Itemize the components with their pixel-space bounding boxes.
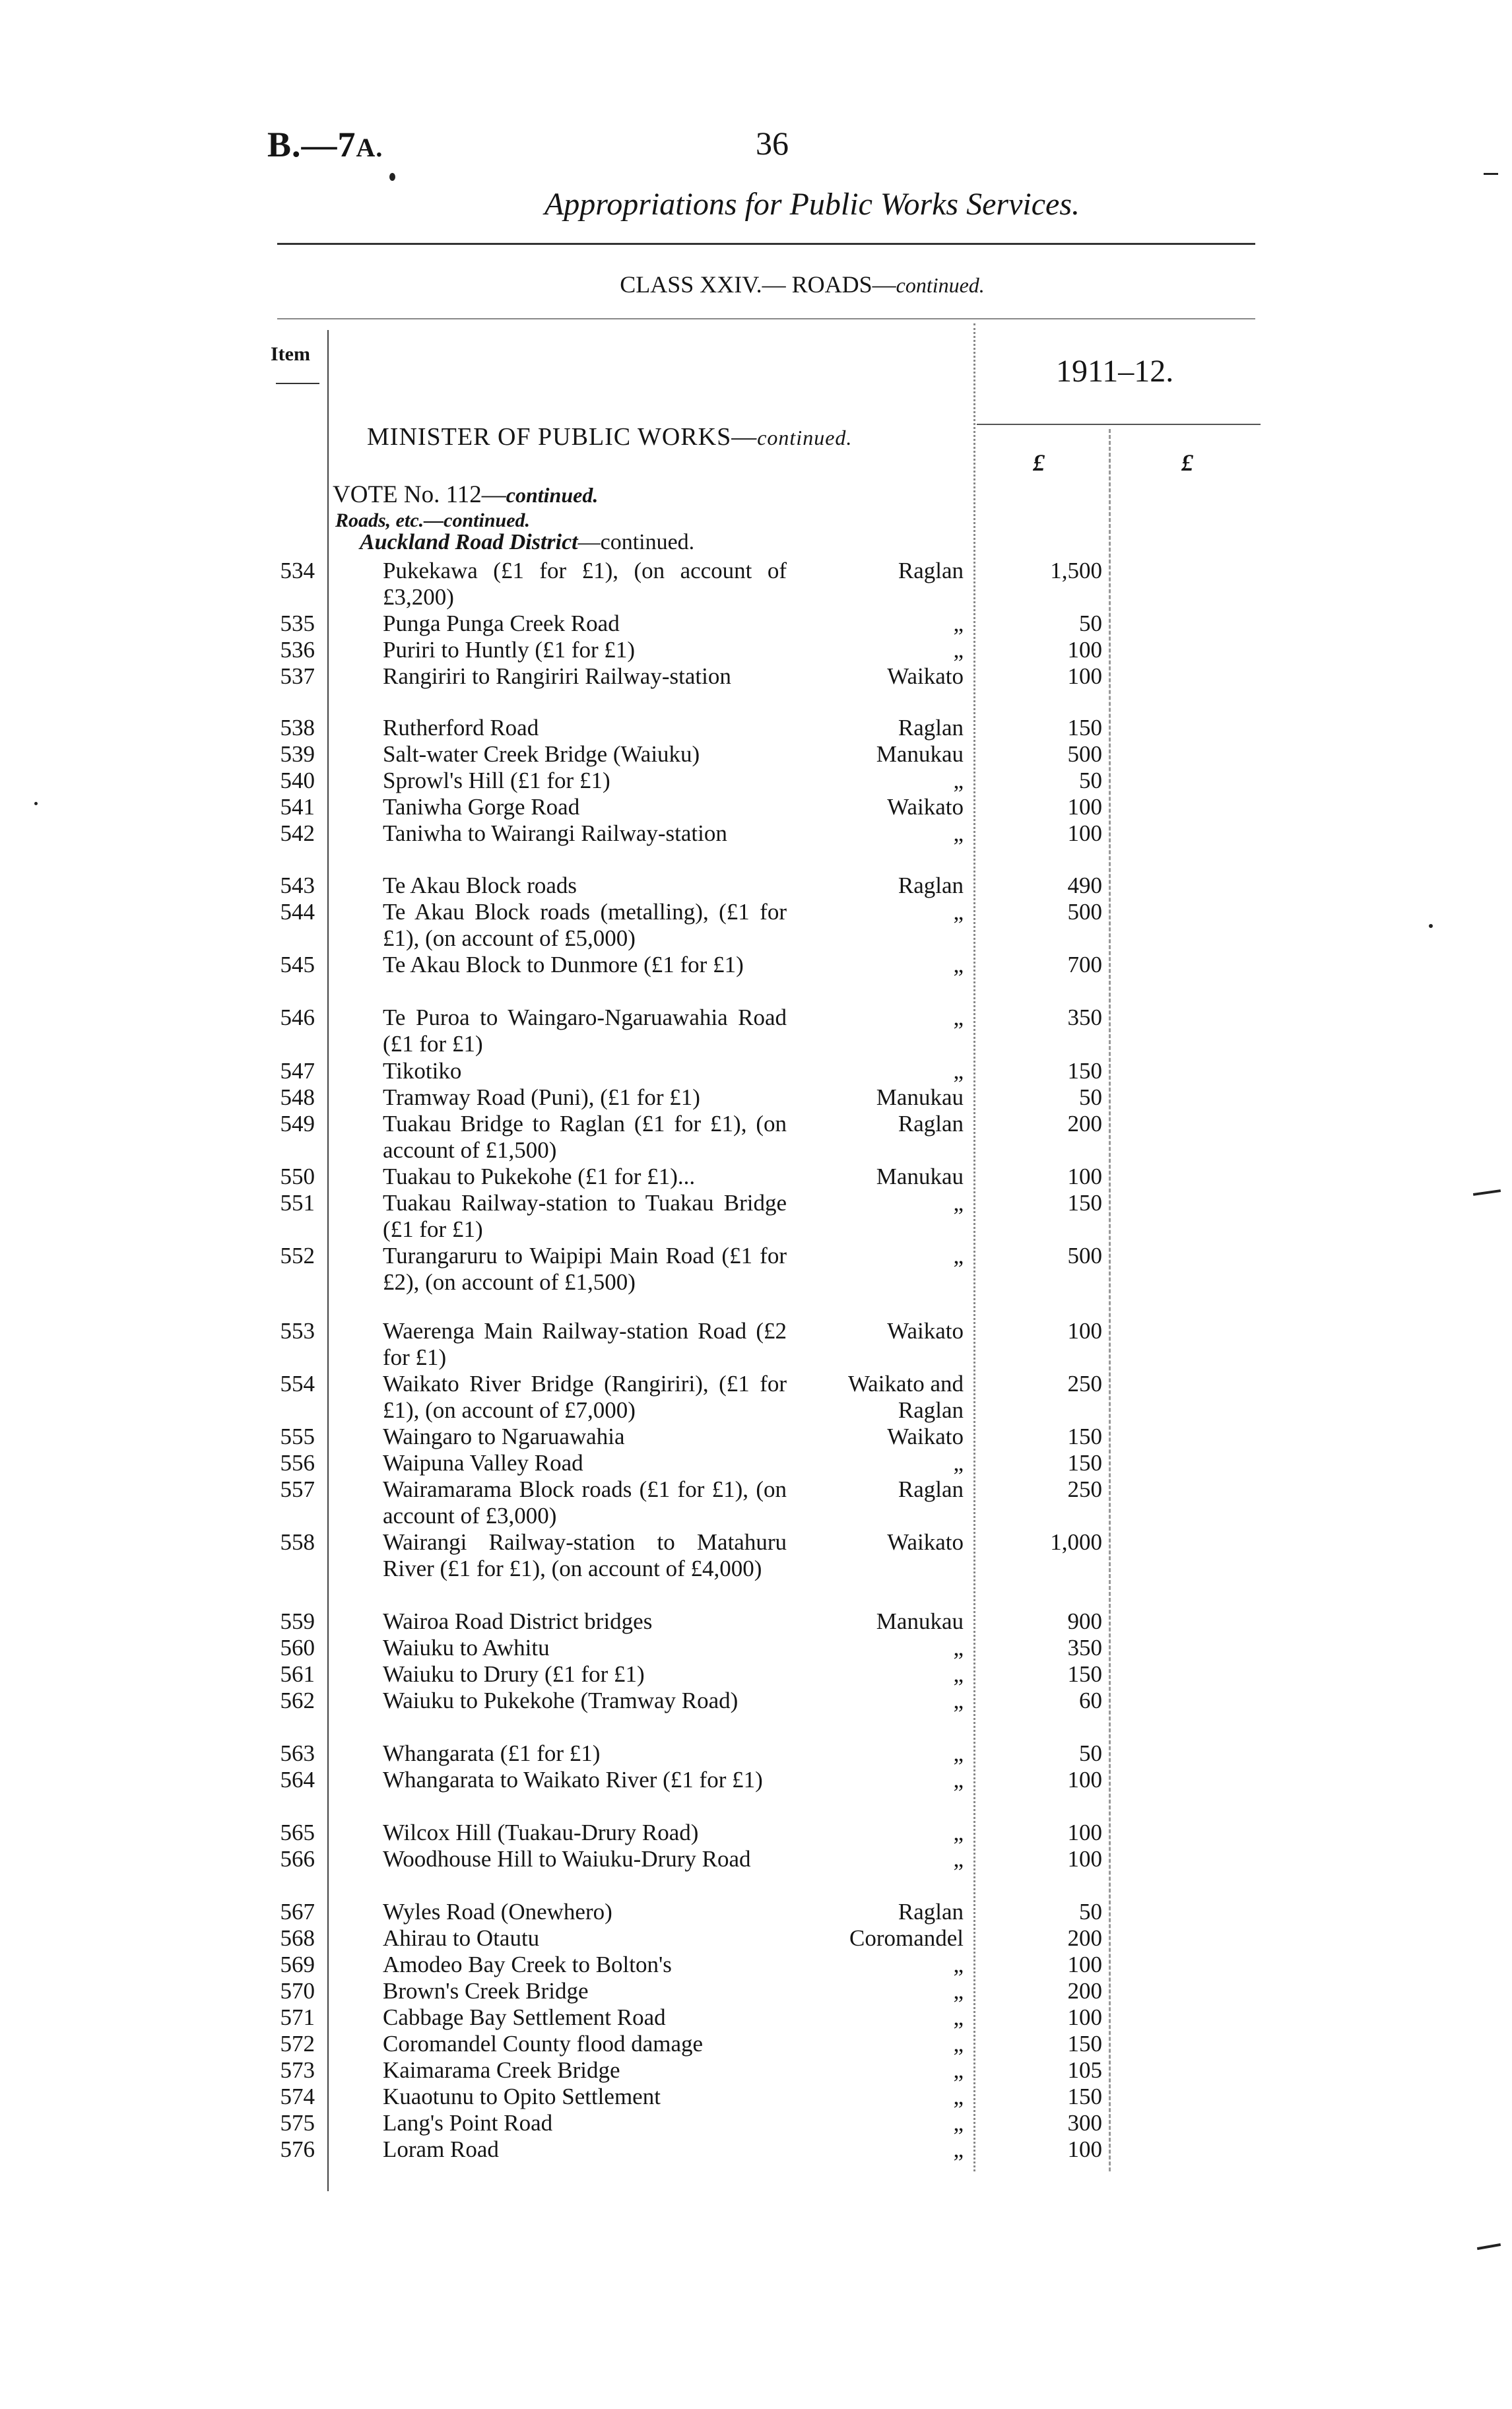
amount: 100	[1067, 794, 1102, 820]
pound-column-header: £	[1033, 449, 1045, 476]
item-description: Wyles Road (Onewhero)	[383, 1899, 612, 1925]
item-number: 568	[280, 1925, 315, 1951]
item-number: 546	[280, 1005, 315, 1030]
amount: 100	[1067, 1846, 1102, 1872]
electorate: Manukau	[876, 1084, 964, 1110]
district-heading: Auckland Road District—continued.	[360, 530, 695, 554]
item-number: 560	[280, 1635, 315, 1661]
item-number: 573	[280, 2057, 315, 2083]
electorate: Raglan	[898, 558, 964, 583]
item-number: 553	[280, 1318, 315, 1344]
amount: 100	[1067, 1318, 1102, 1344]
amount: 350	[1067, 1635, 1102, 1661]
item-description: Amodeo Bay Creek to Bolton's	[383, 1952, 672, 1977]
year-header-rule	[977, 424, 1261, 425]
item-description: Te Puroa to Waingaro-Ngaruawahia Road (£1 for £1)	[383, 1005, 787, 1057]
amount: 50	[1079, 610, 1102, 636]
item-header-underline	[276, 383, 319, 384]
item-description: Waiuku to Pukekohe (Tramway Road)	[383, 1688, 739, 1713]
item-description: Cabbage Bay Settlement Road	[383, 2004, 666, 2030]
amount: 100	[1067, 820, 1102, 846]
item-description: Turangaruru to Waipipi Main Road (£1 for £2), (on account of £1,500)	[383, 1243, 787, 1295]
item-number: 574	[280, 2084, 315, 2109]
amount: 900	[1067, 1608, 1102, 1634]
item-description: Kaimarama Creek Bridge	[383, 2057, 620, 2083]
electorate: „	[953, 1688, 964, 1713]
report-code: B.—7A.	[267, 125, 383, 164]
electorate: Coromandel	[849, 1925, 964, 1951]
electorate: „	[953, 1661, 964, 1687]
item-description: Rutherford Road	[383, 715, 539, 741]
page-number: 36	[756, 125, 789, 162]
item-number: 538	[280, 715, 315, 741]
electorate: Waikato	[887, 794, 964, 820]
item-number: 571	[280, 2004, 315, 2030]
item-number: 557	[280, 1476, 315, 1502]
roads-subheading: Roads, etc.—continued.	[335, 510, 531, 531]
item-number: 569	[280, 1952, 315, 1977]
amount: 50	[1079, 1740, 1102, 1766]
item-description: Whangarata (£1 for £1)	[383, 1740, 601, 1766]
item-description: Tuakau Railway-station to Tuakau Bridge (£1 for £1)	[383, 1190, 787, 1242]
electorate: Raglan	[898, 1111, 964, 1137]
item-description: Taniwha to Wairangi Railway-station	[383, 820, 727, 846]
item-description: Wairangi Railway-station to Matahuru River (£1 for £1), (on account of £4,000)	[383, 1529, 787, 1581]
item-number: 551	[280, 1190, 315, 1216]
item-description: Te Akau Block to Dunmore (£1 for £1)	[383, 952, 744, 977]
electorate: „	[953, 1846, 964, 1872]
electorate: Waikato	[887, 663, 964, 689]
amount: 250	[1067, 1476, 1102, 1502]
amount: 200	[1067, 1111, 1102, 1137]
electorate: „	[953, 2136, 964, 2162]
item-number: 542	[280, 820, 315, 846]
electorate: Raglan	[898, 1899, 964, 1925]
item-number: 544	[280, 899, 315, 925]
item-number: 575	[280, 2110, 315, 2136]
electorate: „	[953, 1820, 964, 1845]
amount: 200	[1067, 1978, 1102, 2004]
item-description: Punga Punga Creek Road	[383, 610, 620, 636]
item-number: 549	[280, 1111, 315, 1137]
item-number: 541	[280, 794, 315, 820]
item-number: 558	[280, 1529, 315, 1555]
item-number: 556	[280, 1450, 315, 1476]
item-number: 545	[280, 952, 315, 977]
electorate: Waikato	[887, 1424, 964, 1449]
item-description: Pukekawa (£1 for £1), (on account of £3,200)	[383, 558, 787, 610]
electorate: „	[953, 1978, 964, 2004]
item-description: Puriri to Huntly (£1 for £1)	[383, 637, 636, 663]
item-number: 567	[280, 1899, 315, 1925]
electorate: „	[953, 1058, 964, 1084]
amount: 100	[1067, 1820, 1102, 1845]
amount: 350	[1067, 1005, 1102, 1030]
amount: 500	[1067, 899, 1102, 925]
item-description: Loram Road	[383, 2136, 499, 2162]
amount: 150	[1067, 2031, 1102, 2057]
electorate: „	[953, 2004, 964, 2030]
electorate: „	[953, 1243, 964, 1269]
vote-heading: VOTE No. 112—continued.	[333, 481, 599, 508]
amount: 300	[1067, 2110, 1102, 2136]
item-description: Salt-water Creek Bridge (Waiuku)	[383, 741, 700, 767]
electorate: „	[953, 1767, 964, 1793]
electorate: „	[953, 2057, 964, 2083]
amount: 200	[1067, 1925, 1102, 1951]
item-number: 536	[280, 637, 315, 663]
item-number: 547	[280, 1058, 315, 1084]
item-number: 552	[280, 1243, 315, 1269]
minister-heading: MINISTER OF PUBLIC WORKS—continued.	[367, 423, 853, 451]
item-number: 554	[280, 1371, 315, 1397]
electorate: „	[953, 2084, 964, 2109]
item-column-rule	[327, 330, 329, 2191]
electorate: „	[953, 1952, 964, 1977]
electorate: Manukau	[876, 1608, 964, 1634]
electorate: Raglan	[898, 715, 964, 741]
item-description: Whangarata to Waikato River (£1 for £1)	[383, 1767, 763, 1793]
amount: 100	[1067, 1767, 1102, 1793]
amount: 1,000	[1050, 1529, 1102, 1555]
item-description: Waiuku to Awhitu	[383, 1635, 550, 1661]
margin-mark	[1484, 173, 1498, 175]
amount: 50	[1079, 1899, 1102, 1925]
item-description: Wairamarama Block roads (£1 for £1), (on account of £3,000)	[383, 1476, 787, 1529]
table-top-rule	[277, 318, 1255, 319]
item-description: Te Akau Block roads (metalling), (£1 for £1), (on account of £5,000)	[383, 899, 787, 951]
item-number: 570	[280, 1978, 315, 2004]
amount: 100	[1067, 637, 1102, 663]
item-description: Waiuku to Drury (£1 for £1)	[383, 1661, 645, 1687]
amount: 500	[1067, 741, 1102, 767]
electorate: Waikato	[887, 1529, 964, 1555]
electorate: „	[953, 1740, 964, 1766]
margin-speck	[389, 173, 395, 181]
amount-column-rule	[1109, 429, 1111, 2171]
amount: 100	[1067, 663, 1102, 689]
item-number: 559	[280, 1608, 315, 1634]
electorate: „	[953, 952, 964, 977]
amount: 100	[1067, 2004, 1102, 2030]
item-number: 564	[280, 1767, 315, 1793]
electorate: „	[953, 1005, 964, 1030]
item-number: 561	[280, 1661, 315, 1687]
electorate: „	[953, 1190, 964, 1216]
item-number: 563	[280, 1740, 315, 1766]
item-description: Wairoa Road District bridges	[383, 1608, 653, 1634]
item-description: Kuaotunu to Opito Settlement	[383, 2084, 661, 2109]
item-description: Sprowl's Hill (£1 for £1)	[383, 768, 610, 793]
item-description: Taniwha Gorge Road	[383, 794, 580, 820]
amount: 1,500	[1050, 558, 1102, 583]
item-description: Coromandel County flood damage	[383, 2031, 704, 2057]
item-number: 562	[280, 1688, 315, 1713]
item-column-header: Item	[271, 343, 310, 365]
amount: 105	[1067, 2057, 1102, 2083]
item-number: 550	[280, 1164, 315, 1189]
pound-column-header-total: £	[1181, 449, 1193, 476]
margin-speck	[34, 802, 38, 805]
electorate: „	[953, 899, 964, 925]
item-number: 548	[280, 1084, 315, 1110]
electorate: „	[953, 637, 964, 663]
year-column-header: 1911–12.	[1056, 354, 1174, 389]
amount: 100	[1067, 1164, 1102, 1189]
electorate: Manukau	[876, 741, 964, 767]
electorate: Waikato	[887, 1318, 964, 1344]
amount: 150	[1067, 715, 1102, 741]
item-number: 539	[280, 741, 315, 767]
amount: 100	[1067, 1952, 1102, 1977]
amount: 150	[1067, 1424, 1102, 1449]
electorate: Raglan	[898, 1476, 964, 1502]
item-description: Waingaro to Ngaruawahia	[383, 1424, 625, 1449]
item-description: Brown's Creek Bridge	[383, 1978, 589, 2004]
item-number: 534	[280, 558, 315, 583]
item-description: Ahirau to Otautu	[383, 1925, 540, 1951]
item-description: Waikato River Bridge (Rangiriri), (£1 for £1), (on account of £7,000)	[383, 1371, 787, 1423]
electorate: Manukau	[876, 1164, 964, 1189]
electorate: „	[953, 1450, 964, 1476]
class-heading: CLASS XXIV.— ROADS—continued.	[620, 271, 985, 298]
electorate: „	[953, 2110, 964, 2136]
electorate: „	[953, 610, 964, 636]
amount: 100	[1067, 2136, 1102, 2162]
item-description: Waerenga Main Railway-station Road (£2 for £1)	[383, 1318, 787, 1370]
item-number: 572	[280, 2031, 315, 2057]
item-number: 555	[280, 1424, 315, 1449]
electorate: Raglan	[898, 873, 964, 898]
item-number: 565	[280, 1820, 315, 1845]
amount: 500	[1067, 1243, 1102, 1269]
amount: 60	[1079, 1688, 1102, 1713]
amount: 150	[1067, 2084, 1102, 2109]
amount: 150	[1067, 1190, 1102, 1216]
item-number: 537	[280, 663, 315, 689]
amount: 700	[1067, 952, 1102, 977]
electorate: „	[953, 820, 964, 846]
title-rule	[277, 243, 1255, 245]
amount: 50	[1079, 1084, 1102, 1110]
electorate: Waikato and Raglan	[847, 1371, 964, 1423]
amount: 150	[1067, 1661, 1102, 1687]
amount: 150	[1067, 1450, 1102, 1476]
amount: 150	[1067, 1058, 1102, 1084]
amount: 250	[1067, 1371, 1102, 1397]
page-title: Appropriations for Public Works Services.	[544, 187, 1080, 222]
item-description: Tramway Road (Puni), (£1 for £1)	[383, 1084, 700, 1110]
item-description: Te Akau Block roads	[383, 873, 577, 898]
item-number: 566	[280, 1846, 315, 1872]
amount: 490	[1067, 873, 1102, 898]
margin-speck	[1429, 924, 1433, 928]
item-number: 576	[280, 2136, 315, 2162]
item-description: Tuakau to Pukekohe (£1 for £1)...	[383, 1164, 696, 1189]
electorate-column-rule	[973, 323, 975, 2171]
margin-mark	[1477, 2243, 1501, 2250]
electorate: „	[953, 1635, 964, 1661]
item-number: 540	[280, 768, 315, 793]
item-description: Rangiriri to Rangiriri Railway-station	[383, 663, 731, 689]
item-number: 543	[280, 873, 315, 898]
item-number: 535	[280, 610, 315, 636]
item-description: Tikotiko	[383, 1058, 462, 1084]
item-description: Lang's Point Road	[383, 2110, 553, 2136]
item-description: Waipuna Valley Road	[383, 1450, 583, 1476]
item-description: Tuakau Bridge to Raglan (£1 for £1), (on account of £1,500)	[383, 1111, 787, 1163]
item-description: Wilcox Hill (Tuakau-Drury Road)	[383, 1820, 699, 1845]
margin-mark	[1473, 1189, 1501, 1196]
electorate: „	[953, 768, 964, 793]
amount: 50	[1079, 768, 1102, 793]
electorate: „	[953, 2031, 964, 2057]
item-description: Woodhouse Hill to Waiuku-Drury Road	[383, 1846, 751, 1872]
